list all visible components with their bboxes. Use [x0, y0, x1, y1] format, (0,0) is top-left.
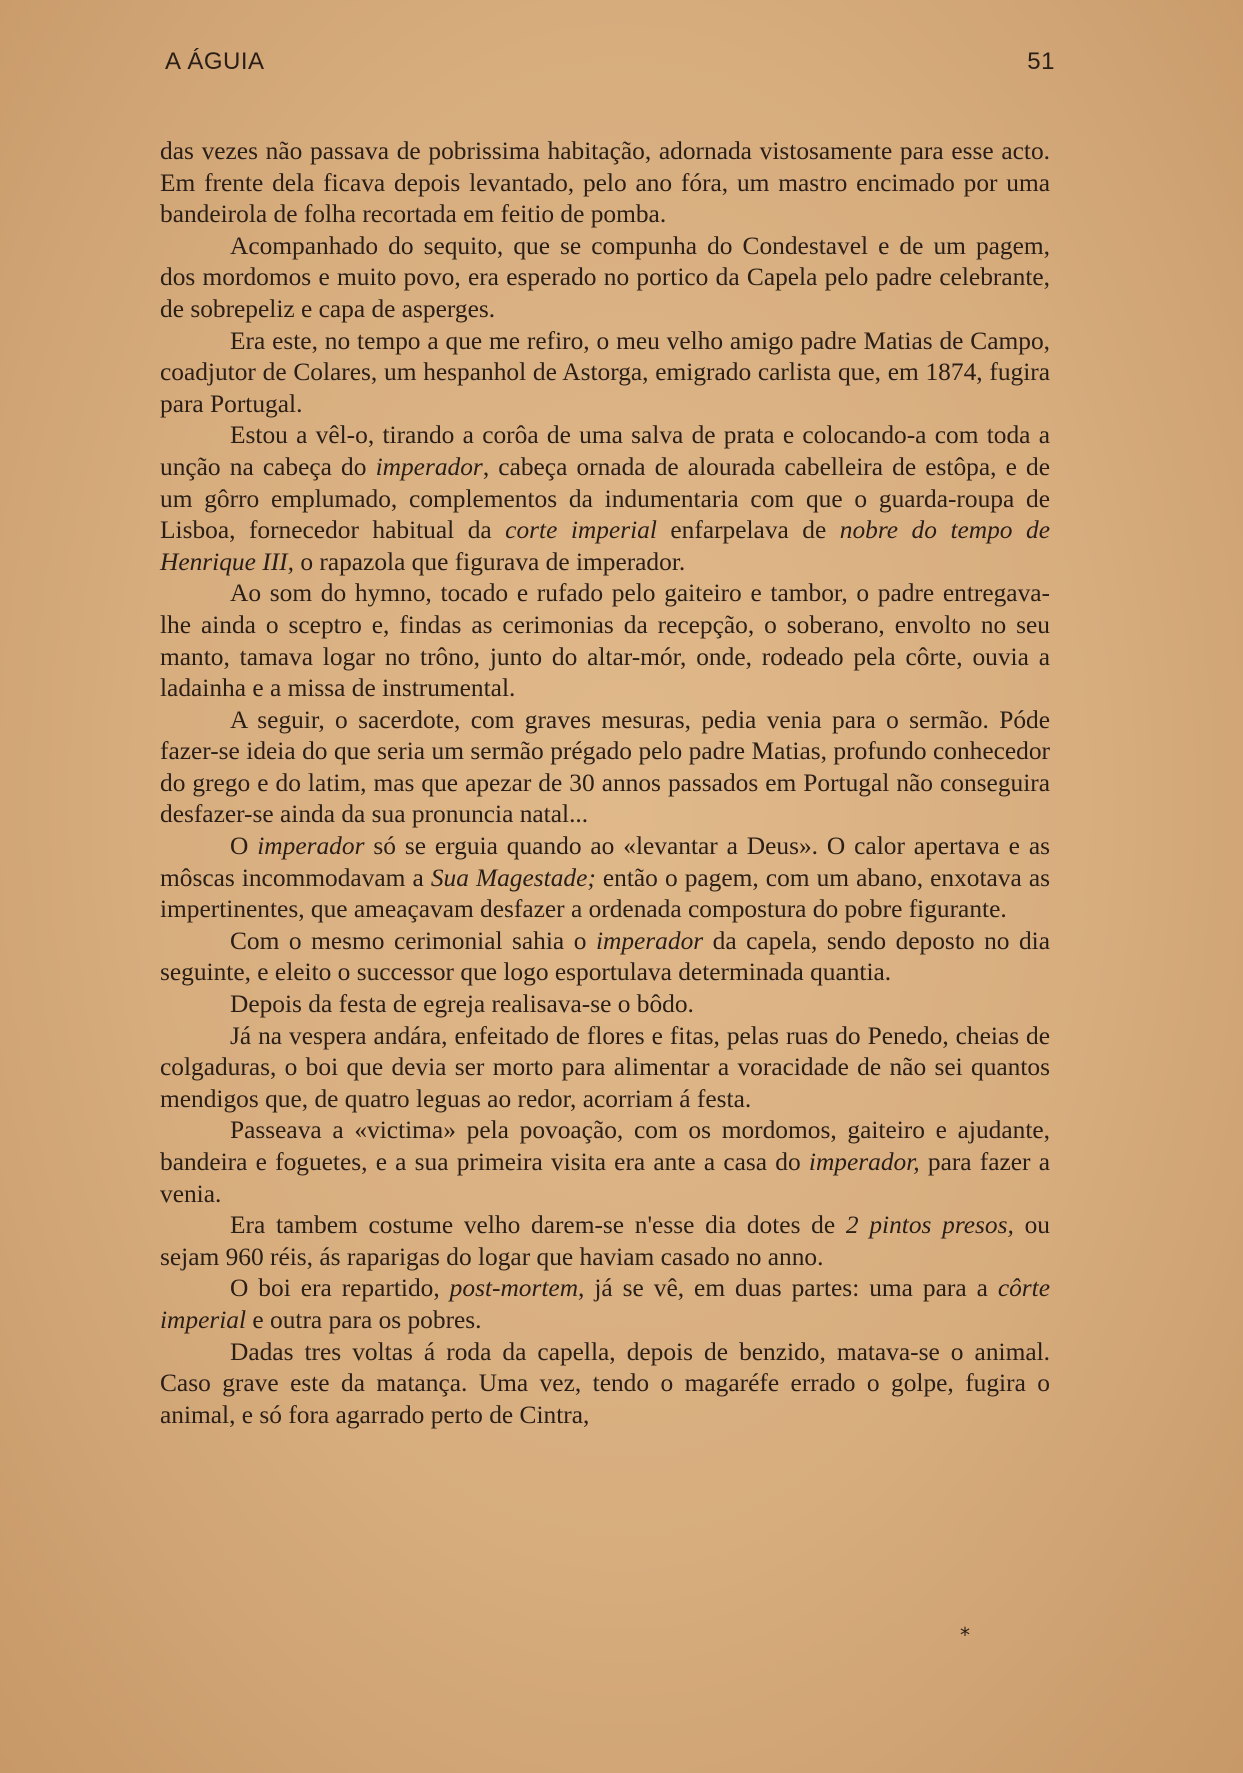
- journal-title: A ÁGUIA: [165, 48, 265, 75]
- text-run: e outra para os pobres.: [246, 1305, 482, 1334]
- italic-run: imperador,: [808, 1148, 920, 1176]
- paragraph: [160, 1273, 1050, 1336]
- italic-run: imperador: [257, 832, 365, 861]
- body-text: [160, 136, 1050, 1431]
- italic-run: imperador: [375, 452, 483, 481]
- text-run: O boi era repartido,: [230, 1274, 450, 1303]
- paragraph: Dadas tres voltas á roda da capella, depois de benzido, matava-se o animal. Caso grave este da matança. Uma vez, tendo o magaréfe errado o golpe, fugira o animal, e só fora agarrado perto de Cintra,: [160, 1337, 1050, 1429]
- text-run: da capela, sendo deposto no dia seguinte, e eleito o successor que logo esportulava determinada quantia.: [160, 926, 1050, 987]
- text-run: só se erguia quando ao «levantar a Deus». O calor apertava e as môscas incommodavam a: [160, 832, 1051, 892]
- footer-asterisk: *: [960, 1623, 970, 1647]
- paragraph: Era este, no tempo a que me refiro, o meu velho amigo padre Matias de Campo, coadjutor de Colares, um hespanhol de Astorga, emigrado carlista que, em 1874, fugira para Portugal.: [160, 326, 1050, 418]
- paragraph: [160, 1210, 1050, 1273]
- paragraph: A seguir, o sacerdote, com graves mesuras, pedia venia para o sermão. Póde fazer-se ideia do que seria um sermão prégado pelo padre Matias, profundo conhecedor do grego e do latim, mas que apezar de 30 annos passados em Portugal não conseguira desfazer-se ainda da sua pronuncia natal...: [160, 705, 1050, 829]
- paragraph: Acompanhado do sequito, que se compunha do Condestavel e de um pagem, dos mordomos e muito povo, era esperado no portico da Capela pelo padre celebrante, de sobrepeliz e capa de asperges.: [160, 231, 1050, 323]
- italic-run: post-mortem,: [449, 1274, 585, 1303]
- italic-run: imperador: [595, 926, 704, 955]
- text-run: Estou a vêl-o, tirando a corôa de uma salva de prata e colocando-a com toda a unção na cabeça do: [160, 421, 1050, 481]
- text-run: já se vê, em duas partes: uma para a: [584, 1274, 998, 1303]
- running-header: [165, 48, 1055, 76]
- paragraph: Depois da festa de egreja realisava-se o bôdo.: [230, 990, 694, 1019]
- text-run: para fazer a venia.: [160, 1148, 1050, 1208]
- text-run: O: [230, 832, 258, 861]
- text-run: Passeava a «victima» pela povoação, com os mordomos, gaiteiro e ajudante, bandeira e foguetes, e a sua primeira visita era ante a casa do: [160, 1116, 1050, 1176]
- italic-run: 2 pintos presos,: [845, 1211, 1014, 1240]
- italic-run: nobre do tempo de Henrique III,: [160, 516, 1050, 576]
- italic-run: corte imperial: [505, 516, 657, 545]
- italic-run: côrte imperial: [160, 1274, 1050, 1334]
- paragraph: [160, 420, 1050, 578]
- page-number: 51: [1027, 48, 1055, 75]
- text-run: Era tambem costume velho darem-se n'esse dia dotes de: [230, 1211, 846, 1240]
- paragraph: [160, 1115, 1050, 1210]
- text-run: então o pagem, com um abano, enxotava as impertinentes, que ameaçavam desfazer a ordenada compostura do pobre figurante.: [160, 863, 1050, 924]
- paragraph: [160, 831, 1050, 926]
- paragraph: das vezes não passava de pobrissima habitação, adornada vistosamente para esse acto. Em frente dela ficava depois levantado, pelo ano fóra, um mastro encimado por uma bandeirola de folha recortada em feitio de pomba.: [160, 137, 1050, 229]
- text-run: , cabeça ornada de alourada cabelleira de estôpa, e de um gôrro emplumado, complementos da indumentaria com que o guarda-roupa de Lisboa, fornecedor habitual da: [160, 452, 1050, 545]
- text-run: o rapazola que figurava de imperador.: [293, 547, 686, 576]
- paragraph: Já na vespera andára, enfeitado de flores e fitas, pelas ruas do Penedo, cheias de colgaduras, o boi que devia ser morto para alimentar a voracidade de não sei quantos mendigos que, de quatro leguas ao redor, acorriam á festa.: [160, 1021, 1050, 1113]
- paragraph: [160, 926, 1050, 989]
- text-run: Com o mesmo cerimonial sahia o: [230, 926, 596, 955]
- italic-run: Sua Magestade;: [430, 863, 596, 892]
- paragraph: Ao som do hymno, tocado e rufado pelo gaiteiro e tambor, o padre entregava-lhe ainda o sceptro e, findas as cerimonias da recepção, o soberano, envolto no seu manto, tamava logar no trôno, junto do altar-mór, onde, rodeado pela côrte, ouvia a ladainha e a missa de instrumental.: [160, 579, 1050, 703]
- text-run: ou sejam 960 réis, ás raparigas do logar que haviam casado no anno.: [160, 1211, 1050, 1271]
- text-run: enfarpelava de: [656, 516, 840, 545]
